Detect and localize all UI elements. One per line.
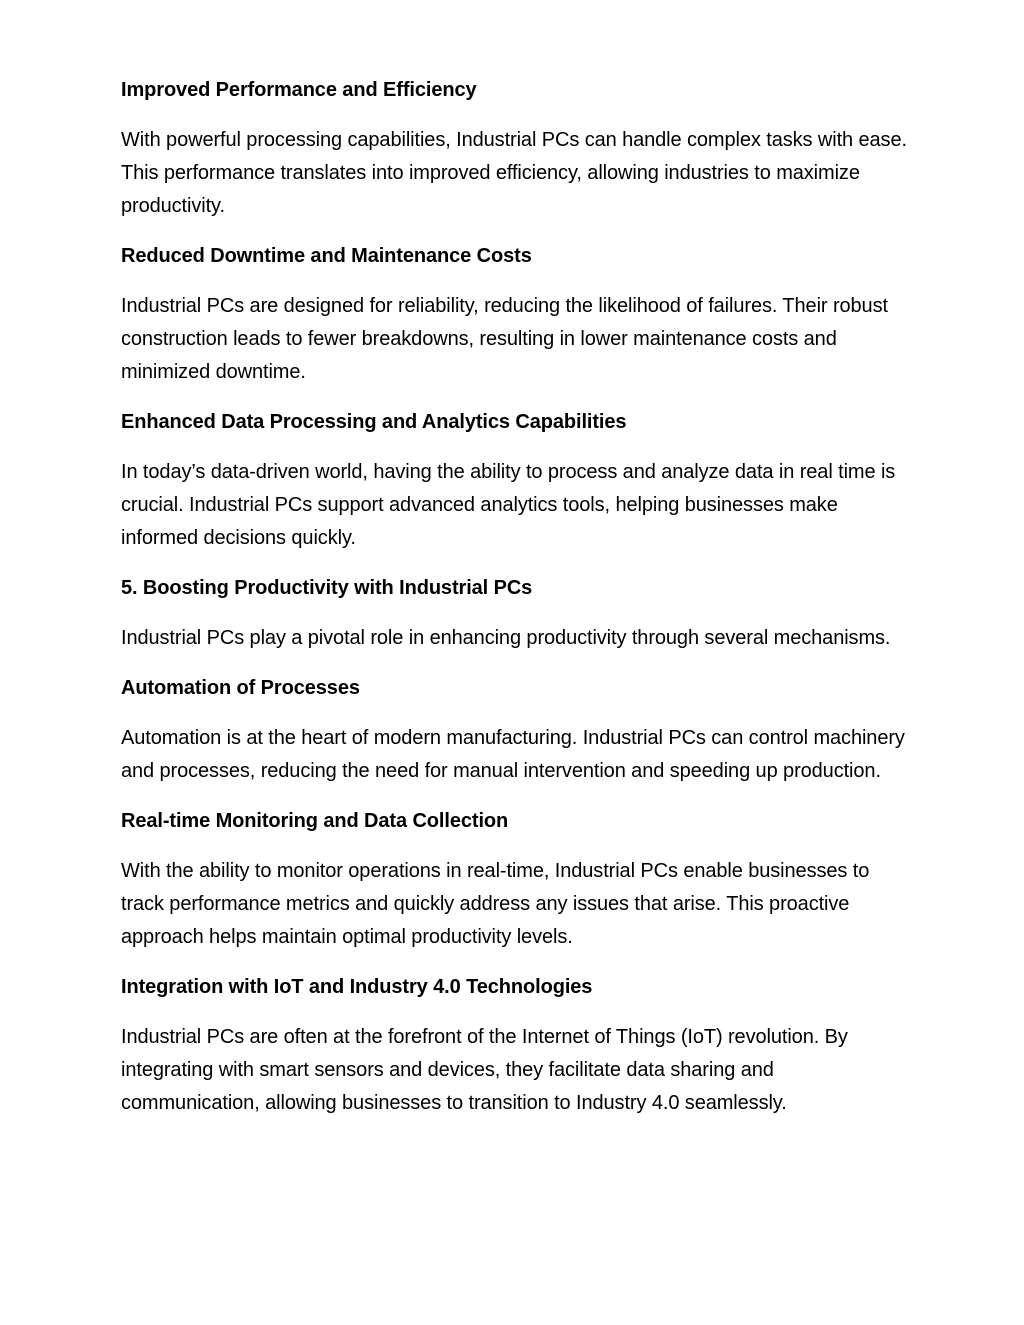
section-improved-performance bbox=[121, 74, 911, 223]
section-iot-integration bbox=[121, 971, 911, 1120]
section-real-time-monitoring bbox=[121, 805, 911, 954]
section-heading: Improved Performance and Efficiency bbox=[121, 79, 477, 101]
section-heading: Reduced Downtime and Maintenance Costs bbox=[121, 245, 532, 267]
section-paragraph: Automation is at the heart of modern manufacturing. Industrial PCs can control machinery and processes, reducing the need for manual intervention and speeding up production. bbox=[121, 727, 905, 782]
section-reduced-downtime bbox=[121, 240, 911, 389]
section-paragraph: In today’s data-driven world, having the ability to process and analyze data in real time is crucial. Industrial PCs support advanced analytics tools, helping businesses make informed decisions quickly. bbox=[121, 461, 896, 549]
section-heading: Automation of Processes bbox=[121, 677, 360, 699]
section-heading: 5. Boosting Productivity with Industrial PCs bbox=[121, 577, 533, 599]
section-paragraph: Industrial PCs are often at the forefront of the Internet of Things (IoT) revolution. By integrating with smart sensors and devices, they facilitate data sharing and communication, allowing businesses to transition to Industry 4.0 seamlessly. bbox=[121, 1026, 848, 1114]
section-paragraph: Industrial PCs play a pivotal role in enhancing productivity through several mechanisms. bbox=[121, 627, 891, 649]
section-enhanced-data-processing bbox=[121, 406, 911, 555]
section-paragraph: With powerful processing capabilities, Industrial PCs can handle complex tasks with ease. This performance translates into improved efficiency, allowing industries to maximize productivity. bbox=[121, 129, 907, 217]
section-boosting-productivity bbox=[121, 572, 911, 655]
section-automation bbox=[121, 672, 911, 788]
section-heading: Real-time Monitoring and Data Collection bbox=[121, 810, 509, 832]
document-page bbox=[121, 74, 911, 1137]
section-paragraph: With the ability to monitor operations in real-time, Industrial PCs enable businesses to track performance metrics and quickly address any issues that arise. This proactive approach helps maintain optimal productivity levels. bbox=[121, 860, 870, 948]
section-heading: Enhanced Data Processing and Analytics Capabilities bbox=[121, 411, 627, 433]
section-paragraph: Industrial PCs are designed for reliability, reducing the likelihood of failures. Their robust construction leads to fewer breakdowns, resulting in lower maintenance costs and minimized downtime. bbox=[121, 295, 888, 383]
section-heading: Integration with IoT and Industry 4.0 Technologies bbox=[121, 976, 593, 998]
